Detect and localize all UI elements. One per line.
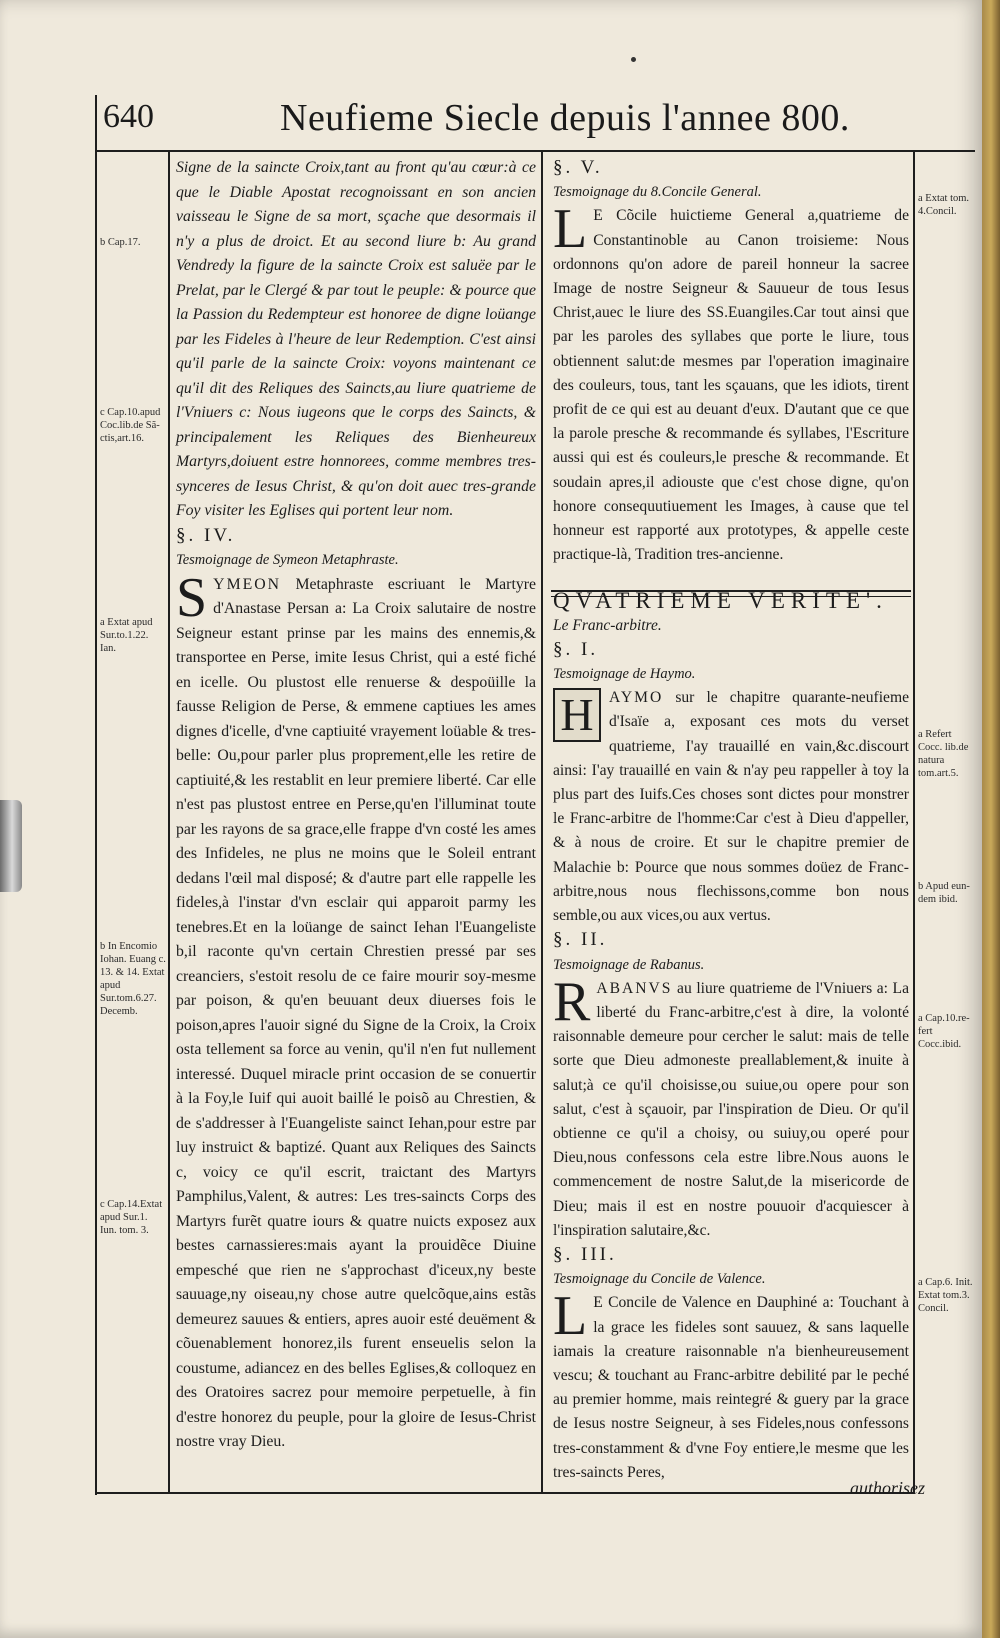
page-number: 640 (103, 98, 154, 135)
paragraph: L E Concile de Valence en Dauphiné a: Touchant à la grace les fideles sont sauuez, & sans laquelle iamais la creature raisonnable n'a bienheureusement vescu; & touchant au Franc-arbitre debilité par le peché au premier homme, mais reintegré & guery par la grace de Iesus nostre Seigneur, à ses Fideles,nous confessons tres-constamment & d'vne Foy entiere,le mesme que les tres-saincts Peres, (553, 1285, 909, 1481)
section-subtitle: Tesmoignage de Symeon Metaphraste. (176, 552, 399, 568)
section-subtitle: Tesmoignage de Rabanus. (553, 956, 705, 973)
section-heading: §. V. (553, 157, 603, 178)
page-edge (982, 0, 1000, 1638)
small-caps-name: AYMO (609, 689, 664, 707)
section-heading: §. I. (553, 638, 599, 660)
right-note: a Extat tom. 4.Concil. (918, 193, 970, 217)
section-heading: §. IV. (176, 524, 236, 546)
section-heading: §. III. (553, 1243, 617, 1265)
right-note: a Refert Cocc. lib.de natura tom.art.5. (918, 729, 969, 779)
left-column (176, 156, 536, 1455)
margin-rule-right (913, 152, 915, 1492)
right-note: a Cap.6. Init. Extat tom.3. Concil. (918, 1277, 973, 1314)
paragraph: L E Cõcile huictieme General a,quatrieme de Constantinoble au Canon troisieme: Nous ordonnons qu'on adore de pareil honneur la sacree Image de nostre Seigneur & Sauueur de tous Iesus Christ,auec le liure des SS.Euangiles.Car tout ainsi que par les paroles des syllabes que porte le liure, tous obtiennent salut:de mesmes par l'operation imaginaire des couleurs, tous, tant les sçauans, que les idiots, tirent profit de ce qui est au deuant d'eux. D'autant que ce que la parole presche & recommande és syllabes, l'Escriture aussi qui est és couleurs,le presche & recommande. Et soudain apres,il adiouste que c'est chose digne, qu'on honore consequutiuement les Images, à cause que tel honneur est rapporté aux prototypes, & appelle ceste practique-là, Tradition tres-ancienne. (553, 198, 909, 564)
paragraph: Signe de la saincte Croix,tant au front qu'au cœur:à ce que le Diable Apostat recognoissant en son ancien vaisseau le Signe de sa mort, sçache que desormais il n'y a plus de droict. Et au second liure b: Au grand Vendredy la figure de la saincte Croix est saluëe par le Prelat, par le Clergé & par tout le peuple: & pource que la Passion du Redempteur est honoree de digne loüange par les Fideles à l'heure de leur Redemption. C'est ainsi qu'il parle de la saincte Croix: voyons maintenant ce qu'il dit des Reliques des Saincts,au liure quatrieme de l'Vniuers c: Nous iugeons que le corps des Saincts, & principalement les Reliques des Bienheureux Martyrs,doiuent estre honnorees, comme membres tres-synceres de Iesus Christ, & qu'on doit auec tres-grande Foy visiter les Eglises qui portent leur nom. (176, 159, 536, 519)
section-subtitle: Tesmoignage du 8.Concile General. (553, 184, 762, 201)
left-note: a Extat apud Sur.to.1.22. Ian. (100, 617, 153, 654)
drop-cap: R (553, 970, 591, 1033)
drop-cap: S (176, 566, 208, 629)
right-column (553, 156, 909, 1485)
ornamental-drop-cap: H (553, 688, 601, 742)
binding-clip (0, 800, 22, 892)
left-note: b Cap.17. (100, 237, 141, 248)
page-header (95, 90, 975, 150)
catchword: authorisez (850, 1478, 926, 1498)
section-heading: §. II. (553, 929, 608, 951)
small-caps-name: YMEON (213, 575, 282, 593)
paragraph: H AYMO sur le chapitre quarante-neufieme d'Isaïe a, exposant ces mots du verset quatrieme, I'ay trauaillé en vain,&c.discourt ainsi: I'ay trauaillé en vain & n'ay peu rappeller à toy la plus part des Iuifs.Ces choses sont dictes pour monstrer le Franc-arbitre de l'homme:Car c'est à Dieu d'appeller, & à nous de croire. Et sur le chapitre premier de Malachie b: Pource que nous sommes doüez de Franc-arbitre,nous nous flechissons,comme bon nous semble,ou aux vices,ou aux vertus. (553, 689, 909, 925)
right-note: b Apud eun-dem ibid. (918, 881, 970, 905)
left-note: c Cap.14.Extat apud Sur.1. Iun. tom. 3. (100, 1199, 163, 1236)
running-title: Neufieme Siecle depuis l'annee 800. (280, 97, 850, 139)
margin-rule-left (168, 152, 170, 1492)
header-rule (95, 150, 975, 152)
left-note: b In Encomio Iohan. Euang c. 13. & 14. Extat apud Sur.tom.6.27. Decemb. (100, 941, 166, 1017)
section-subtitle: Tesmoignage du Concile de Valence. (553, 1271, 766, 1288)
footer-rule (95, 1492, 915, 1494)
outer-left-rule (95, 95, 97, 1495)
section-subtitle: Tesmoignage de Haymo. (553, 666, 696, 683)
ink-dot (631, 57, 636, 62)
chapter-subtitle: Le Franc-arbitre. (553, 616, 662, 634)
column-divider (541, 152, 543, 1492)
left-note: c Cap.10.apud Coc.lib.de Sã-ctis,art.16. (100, 407, 161, 444)
right-note: a Cap.10.re-fert Cocc.ibid. (918, 1013, 970, 1050)
paragraph: SYMEON Metaphraste escriuant le Martyre d'Anastase Persan a: La Croix salutaire de nostre Seigneur estant prinse par les mains des ennemis,& transportee en Perse, imite Iesus Christ, qui a esté fiché en icelle. Ou plustost elle renuerse & despoüille la fausse Religion de Perse, & emmene captiues les ames dignes d'icelle, d'vne captiuité vrayement loüable & tres-belle: Ou,pour parler plus proprement,elle les retire de captiuité,& les restablit en leur premiere liberté. Car elle n'est pas plustost entree en Perse,qu'en l'illuminat toute par les rayons de sa grace,elle frappe d'vn costé les ames des Infideles, ne plus ne moins que le Soleil entrant dedans l'œil mal disposé; & d'autre part elle rappelle les fideles,à l'instar d'vn esclair qui apparoit parmy les tenebres.Et en la loüange de sainct Iehan l'Euangeliste b,il raconte qu'vn certain Chrestien pressé par ses creanciers, s'estoit resolu de ce faire mourir soy-mesme par poison, & qu'en beuuant deux diuerses fois le poison,apres l'auoir signé du Signe de la Croix, la Croix osta tellement sa force au venin, qu'il n'en fut nullement interessé. Duquel miracle print occasion de se conuertir à la Foy,le Iuif qui auoit baillé le poisõ au Chrestien, & de s'addresser à l'Euangeliste sainct Iehan,pour estre par luy instruict & baptizé. Quant aux Reliques des Saincts c, voicy ce qu'il escrit, traictant des Martyrs Pamphilus,Valent, & autres: Les tres-saincts Corps des Martyrs furẽt quatre iours & quatre nuicts exposez aux bestes carnassieres:mais ayant la prouidẽce Diuine empesché que rien ne s'approchast d'iceux,ny beste sauuage,ny oiseau,ny chose autre quelcõque,ains estãs demeurez sauues & entiers, apres auoir esté deuëment & cõuenablement honorez,ils furent enseuelis selon la coustume, adiancez en des belles Eglises,& colloquez en des Oratoires sacrez pour memoire perpetuelle, à fin d'estre honorez du peuple, pour la gloire de Iesus-Christ nostre vray Dieu. (176, 566, 536, 1450)
drop-cap: L (553, 198, 588, 261)
paragraph: RABANVS au liure quatrieme de l'Vniuers a: La liberté du Franc-arbitre,c'est à dire, la volonté raisonnable demeure pour cercher le salut: mais de telle sorte que Dieu admoneste preallablement,& inuite à salut;à ce qu'il choisisse,ou suiue,ou opere pour son salut, c'est à sçauoir, par l'inspiration de Dieu. Or qu'il obtienne ce qu'il a choisy, ou suiuy,ou operé pour Dieu,nous confessons cela estre libre.Nous auons le commencement de nostre Salut,de la misericorde de Dieu; mais il est en nostre pouuoir d'acquiescer à l'inspiration salutaire,&c. (553, 970, 909, 1239)
drop-cap: L (553, 1285, 588, 1348)
chapter-heading: QVATRIEME VERITE'. (553, 588, 888, 614)
small-caps-name: ABANVS (596, 979, 673, 997)
